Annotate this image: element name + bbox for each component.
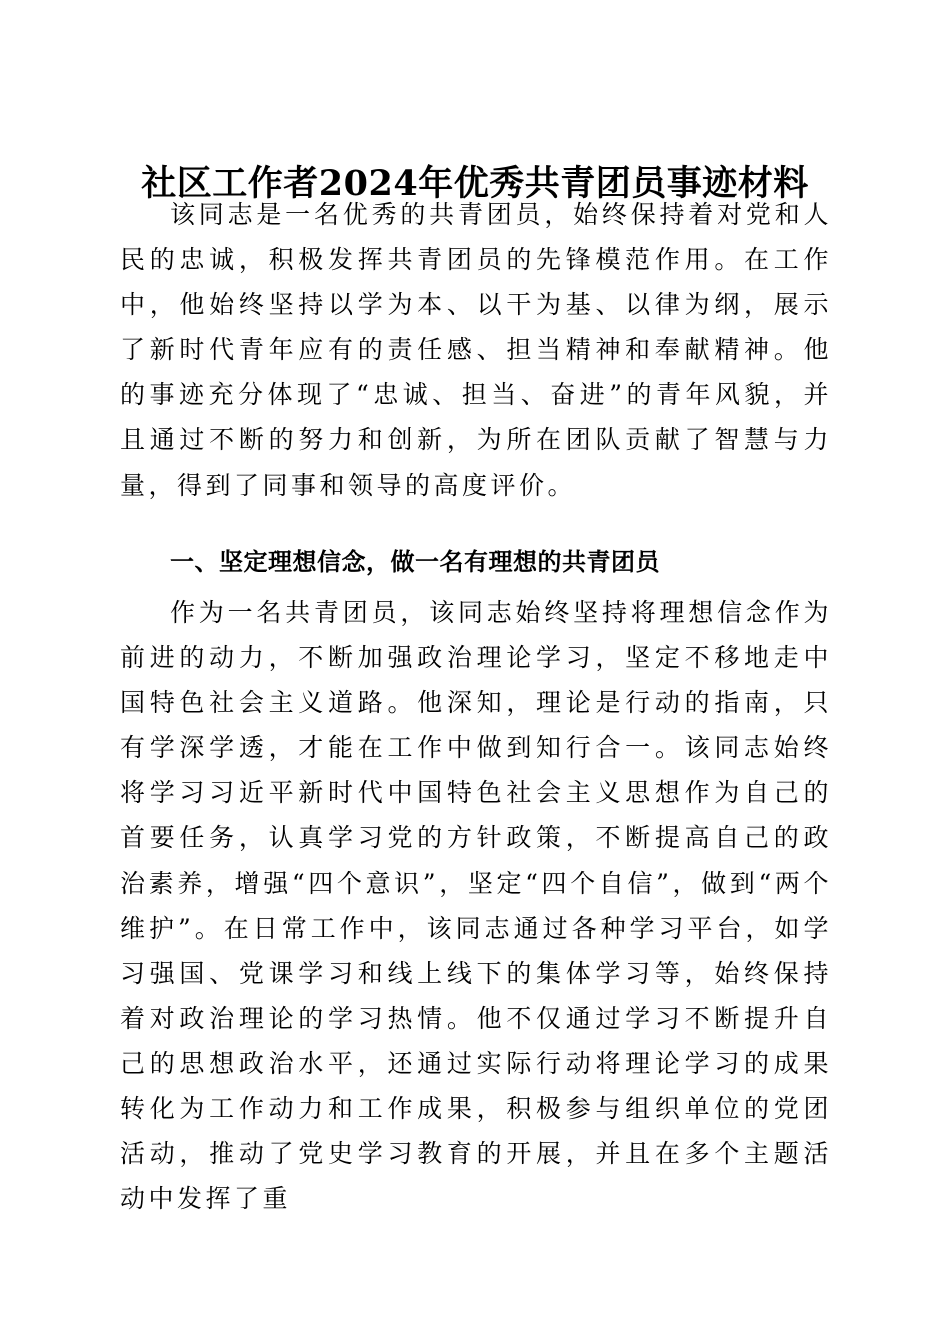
document-title: 社区工作者2024年优秀共青团员事迹材料 [141,163,809,205]
section-body-paragraph: 作为一名共青团员，该同志始终坚持将理想信念作为前进的动力，不断加强政治理论学习，坚定不移地走中国特色社会主义道路。他深知，理论是行动的指南，只有学深学透，才能在工作中做到知行合一。该同志始终将学习习近平新时代中国特色社会主义思想作为自己的首要任务，认真学习党的方针政策，不断提高自己的政治素养，增强“四个意识”，坚定“四个自信”，做到“两个维护”。在日常工作中，该同志通过各种学习平台，如学习强国、党课学习和线上线下的集体学习等，始终保持着对政治理论的学习热情。他不仅通过学习不断提升自己的思想政治水平，还通过实际行动将理论学习的成果转化为工作动力和工作成果，积极参与组织单位的党团活动，推动了党史学习教育的开展，并且在多个主题活动中发挥了重 [120,598,832,1214]
intro-paragraph: 该同志是一名优秀的共青团员，始终保持着对党和人民的忠诚，积极发挥共青团员的先锋模范作用。在工作中，他始终坚持以学为本、以干为基、以律为纲，展示了新时代青年应有的责任感、担当精神和奉献精神。他的事迹充分体现了“忠诚、担当、奋进”的青年风貌，并且通过不断的努力和创新，为所在团队贡献了智慧与力量，得到了同事和领导的高度评价。 [120,200,832,500]
section-heading: 一、坚定理想信念，做一名有理想的共青团员 [170,548,660,576]
